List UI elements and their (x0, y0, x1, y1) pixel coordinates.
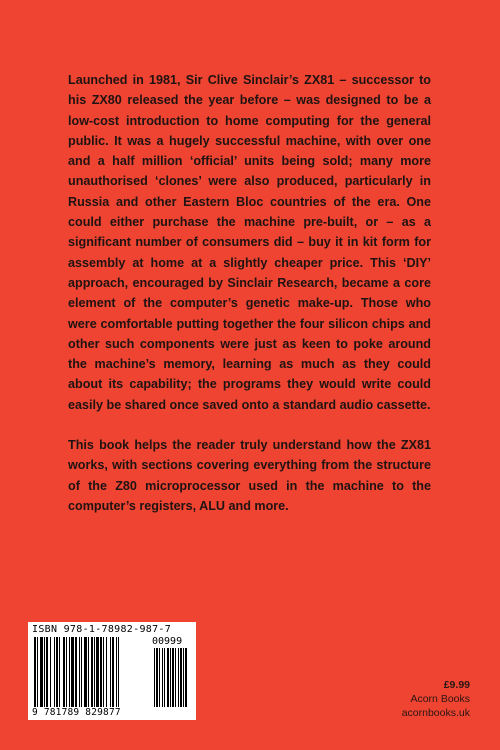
blurb-paragraph-1: Launched in 1981, Sir Clive Sinclair’s ZX81 – successor to his ZX80 released the year before – was designed to be a low-cost introduction to home computing for the general public. It was a hugely successful machine, with over one and a half million ‘official’ units being sold; many more unauthorised ‘clones’ were also produced, particularly in Russia and other Eastern Bloc countries of the era. One could either purchase the machine pre-built, or – as a significant number of consumers did – buy it in kit form for assembly at home at a slightly cheaper price. This ‘DIY’ approach, encouraged by Sinclair Research, became a core element of the computer’s genetic make-up. Those who were comfortable putting together the four silicon chips and other such components were just as keen to poke around the machine’s memory, learning as much as they could about its capability; the programs they would write could easily be shared once saved onto a standard audio cassette. (68, 73, 431, 412)
barcode-digits: 9 781789 829877 (32, 707, 121, 718)
price: £9.99 (443, 679, 470, 691)
publisher-name: Acorn Books (410, 693, 470, 705)
price-addon-code: 00999 (152, 636, 183, 647)
publisher-info (402, 678, 470, 720)
back-cover-blurb (68, 70, 431, 536)
blurb-paragraph-2: This book helps the reader truly understand how the ZX81 works, with sections covering everything from the structure of the Z80 microprocessor used in the machine to the computer’s registers, ALU and more. (68, 438, 431, 513)
publisher-website: acornbooks.uk (401, 707, 470, 719)
isbn-barcode (28, 622, 196, 720)
isbn-number: ISBN 978-1-78982-987-7 (32, 624, 172, 635)
